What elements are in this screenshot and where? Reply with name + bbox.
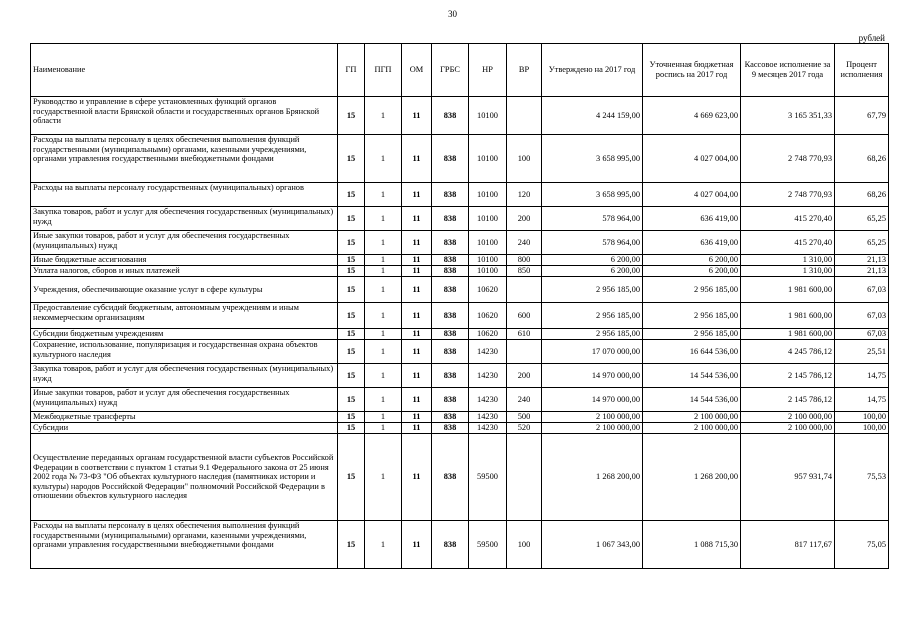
row-approved: 1 268 200,00 — [542, 434, 643, 521]
row-pgp: 1 — [365, 255, 402, 266]
row-name: Предоставление субсидий бюджетным, автономным учреждениям и иным некоммерческим организациям — [31, 303, 338, 329]
row-grbs: 838 — [432, 340, 469, 364]
table-row — [31, 277, 889, 303]
row-gp: 15 — [338, 207, 365, 231]
row-nr: 14230 — [469, 423, 507, 434]
row-percent: 25,51 — [835, 340, 889, 364]
row-name: Закупка товаров, работ и услуг для обеспечения государственных (муниципальных) нужд — [31, 207, 338, 231]
row-percent: 67,03 — [835, 277, 889, 303]
row-refined: 2 956 185,00 — [643, 303, 741, 329]
row-name: Закупка товаров, работ и услуг для обеспечения государственных (муниципальных) нужд — [31, 364, 338, 388]
row-cash: 4 245 786,12 — [741, 340, 835, 364]
row-approved: 578 964,00 — [542, 231, 643, 255]
row-cash: 1 981 600,00 — [741, 277, 835, 303]
row-om: 11 — [402, 255, 432, 266]
table-row — [31, 340, 889, 364]
row-percent: 100,00 — [835, 412, 889, 423]
row-pgp: 1 — [365, 364, 402, 388]
table-row — [31, 255, 889, 266]
table-header-row — [31, 44, 889, 97]
table-row — [31, 231, 889, 255]
row-gp: 15 — [338, 231, 365, 255]
row-om: 11 — [402, 412, 432, 423]
row-refined: 2 100 000,00 — [643, 412, 741, 423]
table-row — [31, 135, 889, 183]
row-refined: 636 419,00 — [643, 231, 741, 255]
row-percent: 65,25 — [835, 207, 889, 231]
row-nr: 14230 — [469, 412, 507, 423]
budget-table — [30, 43, 889, 569]
row-name: Руководство и управление в сфере установленных функций органов государственной власти Брянской области и государственных органов Брянской области — [31, 97, 338, 135]
table-row — [31, 412, 889, 423]
row-gp: 15 — [338, 97, 365, 135]
row-gp: 15 — [338, 277, 365, 303]
row-om: 11 — [402, 434, 432, 521]
row-vr: 200 — [507, 364, 542, 388]
row-om: 11 — [402, 266, 432, 277]
row-om: 11 — [402, 303, 432, 329]
table-row — [31, 183, 889, 207]
row-cash: 2 145 786,12 — [741, 364, 835, 388]
row-om: 11 — [402, 277, 432, 303]
row-vr: 610 — [507, 329, 542, 340]
row-grbs: 838 — [432, 207, 469, 231]
row-pgp: 1 — [365, 434, 402, 521]
row-percent: 75,53 — [835, 434, 889, 521]
row-refined: 2 956 185,00 — [643, 329, 741, 340]
column-header-vr: ВР — [507, 44, 542, 97]
row-pgp: 1 — [365, 135, 402, 183]
row-gp: 15 — [338, 329, 365, 340]
row-approved: 17 070 000,00 — [542, 340, 643, 364]
row-name: Осуществление переданных органам государственной власти субъектов Российской Федерации в соответствии с пунктом 1 статьи 9.1 Федерального закона от 25 июня 2002 года № 73-ФЗ "Об объектах культурного наследия (памятниках истории и культуры) народов Российской Федерации" полномочий Российской Федерации в отношении объектов культурного наследия — [31, 434, 338, 521]
row-name: Субсидии — [31, 423, 338, 434]
row-percent: 75,05 — [835, 521, 889, 569]
row-percent: 14,75 — [835, 364, 889, 388]
table-row — [31, 364, 889, 388]
row-refined: 4 027 004,00 — [643, 183, 741, 207]
row-om: 11 — [402, 183, 432, 207]
row-grbs: 838 — [432, 266, 469, 277]
row-gp: 15 — [338, 423, 365, 434]
row-om: 11 — [402, 231, 432, 255]
row-nr: 14230 — [469, 388, 507, 412]
row-vr — [507, 340, 542, 364]
row-grbs: 838 — [432, 97, 469, 135]
row-pgp: 1 — [365, 388, 402, 412]
row-name: Иные закупки товаров, работ и услуг для обеспечения государственных (муниципальных) нужд — [31, 231, 338, 255]
row-nr: 10100 — [469, 255, 507, 266]
row-gp: 15 — [338, 388, 365, 412]
row-percent: 67,79 — [835, 97, 889, 135]
row-nr: 10620 — [469, 329, 507, 340]
page-number: 30 — [448, 9, 457, 19]
row-percent: 67,03 — [835, 303, 889, 329]
row-percent: 67,03 — [835, 329, 889, 340]
row-grbs: 838 — [432, 255, 469, 266]
row-percent: 21,13 — [835, 255, 889, 266]
column-header-refined: Уточненная бюджетная роспись на 2017 год — [643, 44, 741, 97]
row-name: Расходы на выплаты персоналу государственных (муниципальных) органов — [31, 183, 338, 207]
row-vr: 100 — [507, 135, 542, 183]
row-approved: 2 100 000,00 — [542, 412, 643, 423]
row-vr: 240 — [507, 388, 542, 412]
table-row — [31, 434, 889, 521]
row-pgp: 1 — [365, 423, 402, 434]
row-name: Сохранение, использование, популяризация и государственная охрана объектов культурного наследия — [31, 340, 338, 364]
row-refined: 1 088 715,30 — [643, 521, 741, 569]
row-name: Расходы на выплаты персоналу в целях обеспечения выполнения функций государственными (муниципальными) органами, казенными учреждениями, органами управления государственными внебюджетными фондами — [31, 521, 338, 569]
column-header-pgp: ПГП — [365, 44, 402, 97]
row-nr: 14230 — [469, 364, 507, 388]
row-percent: 68,26 — [835, 183, 889, 207]
row-approved: 2 100 000,00 — [542, 423, 643, 434]
row-grbs: 838 — [432, 434, 469, 521]
row-refined: 4 669 623,00 — [643, 97, 741, 135]
row-percent: 100,00 — [835, 423, 889, 434]
row-refined: 6 200,00 — [643, 255, 741, 266]
row-name: Иные бюджетные ассигнования — [31, 255, 338, 266]
row-refined: 636 419,00 — [643, 207, 741, 231]
row-cash: 2 100 000,00 — [741, 412, 835, 423]
row-vr: 100 — [507, 521, 542, 569]
column-header-nr: НР — [469, 44, 507, 97]
row-gp: 15 — [338, 364, 365, 388]
row-nr: 10100 — [469, 183, 507, 207]
row-vr: 520 — [507, 423, 542, 434]
row-nr: 10100 — [469, 135, 507, 183]
table-row — [31, 388, 889, 412]
table-row — [31, 423, 889, 434]
row-percent: 14,75 — [835, 388, 889, 412]
row-pgp: 1 — [365, 329, 402, 340]
row-pgp: 1 — [365, 277, 402, 303]
table-row — [31, 266, 889, 277]
row-vr — [507, 97, 542, 135]
row-gp: 15 — [338, 135, 365, 183]
row-nr: 10100 — [469, 207, 507, 231]
row-om: 11 — [402, 207, 432, 231]
row-name: Учреждения, обеспечивающие оказание услуг в сфере культуры — [31, 277, 338, 303]
table-row — [31, 303, 889, 329]
table-row — [31, 207, 889, 231]
row-cash: 817 117,67 — [741, 521, 835, 569]
row-grbs: 838 — [432, 231, 469, 255]
row-vr — [507, 434, 542, 521]
row-refined: 4 027 004,00 — [643, 135, 741, 183]
row-gp: 15 — [338, 521, 365, 569]
row-approved: 6 200,00 — [542, 255, 643, 266]
row-gp: 15 — [338, 434, 365, 521]
row-om: 11 — [402, 340, 432, 364]
row-grbs: 838 — [432, 277, 469, 303]
row-pgp: 1 — [365, 207, 402, 231]
unit-label: рублей — [858, 33, 885, 43]
row-nr: 10100 — [469, 266, 507, 277]
row-grbs: 838 — [432, 521, 469, 569]
row-gp: 15 — [338, 183, 365, 207]
row-vr: 120 — [507, 183, 542, 207]
row-refined: 14 544 536,00 — [643, 364, 741, 388]
row-approved: 2 956 185,00 — [542, 303, 643, 329]
row-vr: 800 — [507, 255, 542, 266]
row-cash: 1 310,00 — [741, 255, 835, 266]
row-pgp: 1 — [365, 183, 402, 207]
row-nr: 59500 — [469, 521, 507, 569]
column-header-percent: Процент исполнения — [835, 44, 889, 97]
row-gp: 15 — [338, 412, 365, 423]
row-approved: 1 067 343,00 — [542, 521, 643, 569]
row-name: Иные закупки товаров, работ и услуг для обеспечения государственных (муниципальных) нужд — [31, 388, 338, 412]
row-cash: 415 270,40 — [741, 207, 835, 231]
row-approved: 2 956 185,00 — [542, 277, 643, 303]
row-vr: 600 — [507, 303, 542, 329]
row-approved: 14 970 000,00 — [542, 388, 643, 412]
row-grbs: 838 — [432, 329, 469, 340]
column-header-approved: Утверждено на 2017 год — [542, 44, 643, 97]
row-vr: 850 — [507, 266, 542, 277]
row-om: 11 — [402, 364, 432, 388]
row-percent: 68,26 — [835, 135, 889, 183]
row-nr: 10100 — [469, 231, 507, 255]
row-refined: 14 544 536,00 — [643, 388, 741, 412]
row-om: 11 — [402, 423, 432, 434]
column-header-grbs: ГРБС — [432, 44, 469, 97]
row-vr — [507, 277, 542, 303]
table-row — [31, 521, 889, 569]
row-refined: 2 956 185,00 — [643, 277, 741, 303]
row-name: Расходы на выплаты персоналу в целях обеспечения выполнения функций государственными (муниципальными) органами, казенными учреждениями, органами управления государственными внебюджетными фондами — [31, 135, 338, 183]
row-gp: 15 — [338, 255, 365, 266]
row-pgp: 1 — [365, 521, 402, 569]
row-grbs: 838 — [432, 303, 469, 329]
row-pgp: 1 — [365, 303, 402, 329]
row-pgp: 1 — [365, 266, 402, 277]
row-vr: 240 — [507, 231, 542, 255]
row-nr: 10620 — [469, 277, 507, 303]
row-name: Межбюджетные трансферты — [31, 412, 338, 423]
table-row — [31, 97, 889, 135]
table-row — [31, 329, 889, 340]
row-om: 11 — [402, 329, 432, 340]
column-header-gp: ГП — [338, 44, 365, 97]
row-name: Уплата налогов, сборов и иных платежей — [31, 266, 338, 277]
row-approved: 3 658 995,00 — [542, 135, 643, 183]
row-grbs: 838 — [432, 412, 469, 423]
row-approved: 2 956 185,00 — [542, 329, 643, 340]
row-gp: 15 — [338, 266, 365, 277]
row-cash: 415 270,40 — [741, 231, 835, 255]
row-nr: 59500 — [469, 434, 507, 521]
row-om: 11 — [402, 388, 432, 412]
row-om: 11 — [402, 97, 432, 135]
row-pgp: 1 — [365, 231, 402, 255]
row-refined: 16 644 536,00 — [643, 340, 741, 364]
row-refined: 6 200,00 — [643, 266, 741, 277]
row-grbs: 838 — [432, 388, 469, 412]
column-header-om: ОМ — [402, 44, 432, 97]
row-om: 11 — [402, 135, 432, 183]
row-cash: 3 165 351,33 — [741, 97, 835, 135]
row-nr: 10620 — [469, 303, 507, 329]
column-header-name: Наименование — [31, 44, 338, 97]
row-nr: 10100 — [469, 97, 507, 135]
row-name: Субсидии бюджетным учреждениям — [31, 329, 338, 340]
row-approved: 6 200,00 — [542, 266, 643, 277]
row-nr: 14230 — [469, 340, 507, 364]
row-cash: 2 748 770,93 — [741, 135, 835, 183]
row-cash: 1 310,00 — [741, 266, 835, 277]
row-grbs: 838 — [432, 423, 469, 434]
row-cash: 957 931,74 — [741, 434, 835, 521]
row-percent: 21,13 — [835, 266, 889, 277]
row-vr: 200 — [507, 207, 542, 231]
row-pgp: 1 — [365, 412, 402, 423]
row-cash: 1 981 600,00 — [741, 303, 835, 329]
row-cash: 1 981 600,00 — [741, 329, 835, 340]
row-gp: 15 — [338, 303, 365, 329]
row-pgp: 1 — [365, 340, 402, 364]
row-refined: 1 268 200,00 — [643, 434, 741, 521]
row-approved: 3 658 995,00 — [542, 183, 643, 207]
row-refined: 2 100 000,00 — [643, 423, 741, 434]
row-vr: 500 — [507, 412, 542, 423]
row-approved: 578 964,00 — [542, 207, 643, 231]
row-pgp: 1 — [365, 97, 402, 135]
row-grbs: 838 — [432, 183, 469, 207]
row-grbs: 838 — [432, 364, 469, 388]
row-cash: 2 748 770,93 — [741, 183, 835, 207]
row-gp: 15 — [338, 340, 365, 364]
row-grbs: 838 — [432, 135, 469, 183]
row-cash: 2 100 000,00 — [741, 423, 835, 434]
row-cash: 2 145 786,12 — [741, 388, 835, 412]
row-om: 11 — [402, 521, 432, 569]
row-approved: 4 244 159,00 — [542, 97, 643, 135]
row-approved: 14 970 000,00 — [542, 364, 643, 388]
column-header-cash: Кассовое исполнение за 9 месяцев 2017 года — [741, 44, 835, 97]
row-percent: 65,25 — [835, 231, 889, 255]
